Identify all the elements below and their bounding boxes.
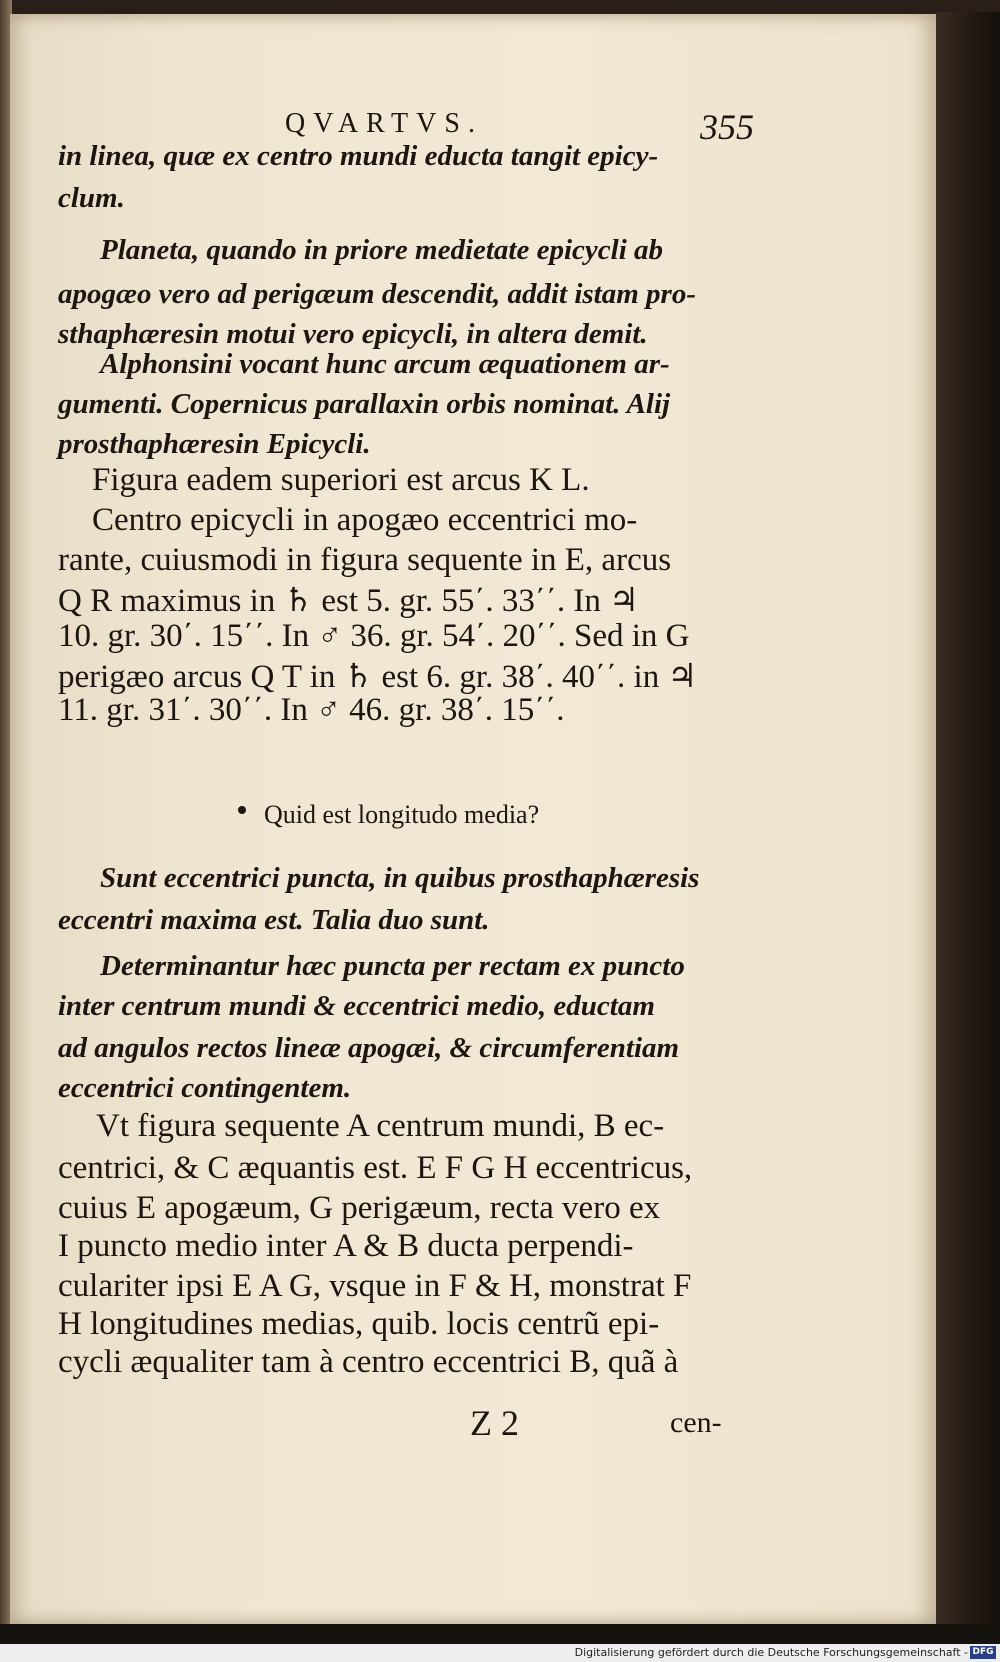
text-line: in linea, quæ ex centro mundi educta tangit epicy-	[58, 140, 659, 172]
text-line: Centro epicycli in apogæo eccentrici mo-	[92, 502, 638, 538]
page-edge-shadow	[936, 12, 1000, 1628]
question-bullet	[238, 806, 246, 814]
text-line: I puncto medio inter A & B ducta perpendi-	[58, 1228, 634, 1264]
text-line: centrici, & C æquantis est. E F G H eccentricus,	[58, 1150, 693, 1186]
digitization-credit: Digitalisierung gefördert durch die Deutsche Forschungsgemeinschaft -	[574, 1646, 968, 1659]
text-line: Alphonsini vocant hunc arcum æquationem ar-	[100, 348, 670, 380]
text-line: apogæo vero ad perigæum descendit, addit istam pro-	[58, 278, 696, 310]
text-line: Figura eadem superiori est arcus K L.	[92, 462, 590, 498]
text-line: cycli æqualiter tam à centro eccentrici B, quã à	[58, 1344, 679, 1380]
text-line: 11. gr. 31΄. 30΄΄. In ♂ 46. gr. 38΄. 15΄΄.	[58, 692, 565, 728]
running-head: QVARTVS.	[285, 108, 483, 139]
text-line: Planeta, quando in priore medietate epicycli ab	[100, 234, 664, 266]
signature-mark: Z 2	[470, 1403, 519, 1443]
text-line: prosthaphæresin Epicycli.	[58, 428, 371, 460]
catchword: cen-	[670, 1406, 722, 1439]
text-line: sthaphæresin motui vero epicycli, in altera demit.	[58, 318, 648, 350]
question-heading: Quid est longitudo media?	[264, 800, 540, 829]
text-line: Sunt eccentrici puncta, in quibus prosthaphæresis	[100, 862, 700, 894]
dfg-logo: DFG	[970, 1646, 996, 1659]
text-line: culariter ipsi E A G, vsque in F & H, monstrat F	[58, 1268, 692, 1304]
text-line: Vt figura sequente A centrum mundi, B ec-	[96, 1108, 665, 1144]
text-line: 10. gr. 30΄. 15΄΄. In ♂ 36. gr. 54΄. 20΄΄. Sed in G	[58, 618, 690, 654]
text-line: clum.	[58, 182, 125, 214]
text-line: eccentri maxima est. Talia duo sunt.	[58, 904, 490, 936]
text-line: ad angulos rectos lineæ apogæi, & circumferentiam	[58, 1032, 680, 1064]
text-line: H longitudines medias, quib. locis centrũ epi-	[58, 1306, 660, 1342]
page-number: 355	[700, 107, 754, 147]
text-line: eccentrici contingentem.	[58, 1072, 352, 1104]
text-line: cuius E apogæum, G perigæum, recta vero ex	[58, 1190, 661, 1226]
text-line: perigæo arcus Q T in ♄ est 6. gr. 38΄. 40΄΄. in ♃	[58, 659, 698, 695]
text-line: Q R maximus in ♄ est 5. gr. 55΄. 33΄΄. In ♃	[58, 583, 639, 619]
text-line: Determinantur hæc puncta per rectam ex puncto	[100, 950, 685, 982]
text-line: inter centrum mundi & eccentrici medio, eductam	[58, 990, 655, 1022]
text-line: rante, cuiusmodi in figura sequente in E, arcus	[58, 542, 672, 578]
text-line: gumenti. Copernicus parallaxin orbis nominat. Alij	[58, 388, 671, 420]
